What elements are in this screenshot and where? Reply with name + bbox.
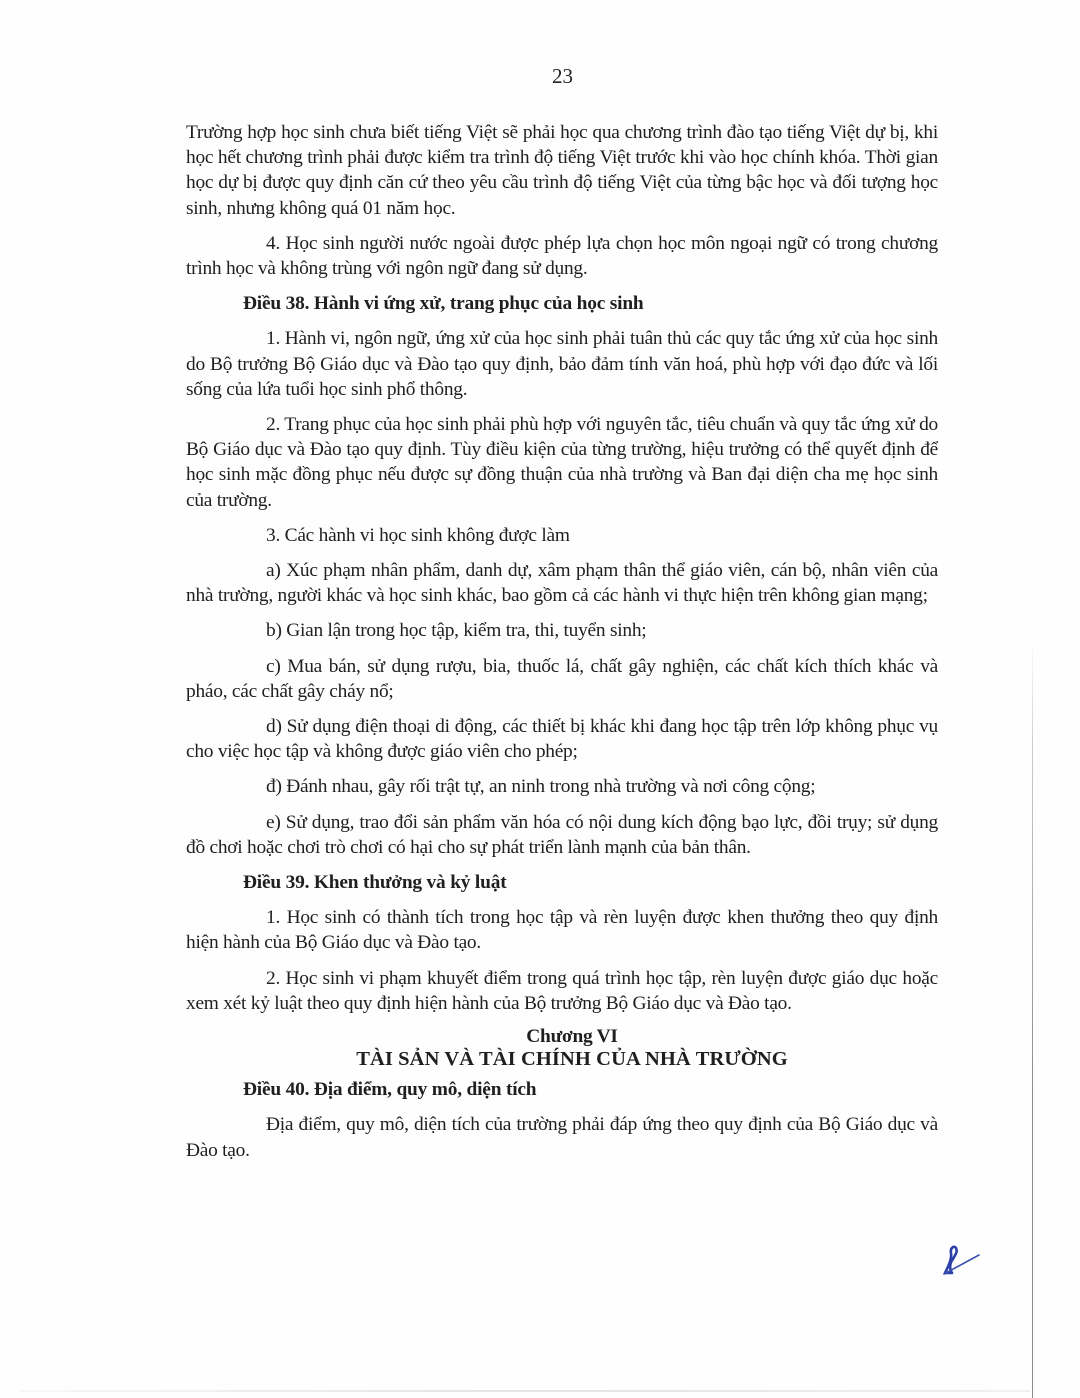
chapter-header bbox=[186, 1026, 938, 1071]
scan-edge-bottom bbox=[20, 1390, 1030, 1392]
paragraph-intro: Trường hợp học sinh chưa biết tiếng Việt sẽ phải học qua chương trình đào tạo tiếng Việt dự bị, khi học hết chương trình phải được kiểm tra trình độ tiếng Việt trước khi vào học chính khóa. Thời gian học dự bị được quy định căn cứ theo yêu cầu trình độ tiếng Việt của từng bậc học và đối tượng học sinh, nhưng không quá 01 năm học. bbox=[186, 122, 938, 219]
article-40-heading: Điều 40. Địa điểm, quy mô, diện tích bbox=[243, 1079, 537, 1101]
article-38-heading: Điều 38. Hành vi ứng xử, trang phục của học sinh bbox=[243, 293, 644, 315]
article-38-item-c: c) Mua bán, sử dụng rượu, bia, thuốc lá, chất gây nghiện, các chất kích thích khác và pháo, các chất gây cháy nổ; bbox=[186, 655, 938, 702]
article-38-clause-3: 3. Các hành vi học sinh không được làm bbox=[266, 524, 570, 546]
article-38-clause-2: 2. Trang phục của học sinh phải phù hợp với nguyên tắc, tiêu chuẩn và quy tắc ứng xử do Bộ Giáo dục và Đào tạo quy định. Tùy điều kiện của từng trường, hiệu trưởng có thể quyết định để học sinh mặc đồng phục nếu được sự đồng thuận của nhà trường và Ban đại diện cha mẹ học sinh của trường. bbox=[186, 414, 938, 511]
paragraph-clause-4: 4. Học sinh người nước ngoài được phép lựa chọn học môn ngoại ngữ có trong chương trình học và không trùng với ngôn ngữ đang sử dụng. bbox=[186, 232, 938, 280]
article-39-heading: Điều 39. Khen thưởng và kỷ luật bbox=[243, 872, 507, 894]
article-39-clause-1: 1. Học sinh có thành tích trong học tập và rèn luyện được khen thưởng theo quy định hiện hành của Bộ Giáo dục và Đào tạo. bbox=[186, 907, 938, 954]
document-body bbox=[186, 120, 938, 1173]
initials-signature-icon bbox=[938, 1243, 982, 1277]
article-38-item-a: a) Xúc phạm nhân phẩm, danh dự, xâm phạm thân thể giáo viên, cán bộ, nhân viên của nhà trường, người khác và học sinh khác, bao gồm cả các hành vi thực hiện trên không gian mạng; bbox=[186, 560, 938, 607]
article-38-item-dd: đ) Đánh nhau, gây rối trật tự, an ninh trong nhà trường và nơi công cộng; bbox=[266, 776, 816, 798]
chapter-label: Chương VI bbox=[526, 1026, 618, 1048]
chapter-title: TÀI SẢN VÀ TÀI CHÍNH CỦA NHÀ TRƯỜNG bbox=[356, 1048, 788, 1071]
article-38-item-b: b) Gian lận trong học tập, kiểm tra, thi, tuyển sinh; bbox=[266, 620, 647, 642]
article-40-clause-1: Địa điểm, quy mô, diện tích của trường phải đáp ứng theo quy định của Bộ Giáo dục và Đào tạo. bbox=[186, 1114, 938, 1161]
article-39-clause-2: 2. Học sinh vi phạm khuyết điểm trong quá trình học tập, rèn luyện được giáo dục hoặc xem xét kỷ luật theo quy định hiện hành của Bộ trưởng Bộ Giáo dục và Đào tạo. bbox=[186, 967, 938, 1014]
article-38-item-d: d) Sử dụng điện thoại di động, các thiết bị khác khi đang học tập trên lớp không phục vụ cho việc học tập và không được giáo viên cho phép; bbox=[186, 716, 938, 763]
article-38-clause-1: 1. Hành vi, ngôn ngữ, ứng xử của học sinh phải tuân thủ các quy tắc ứng xử của học sinh do Bộ trưởng Bộ Giáo dục và Đào tạo quy định, bảo đảm tính văn hoá, phù hợp với đạo đức và lối sống của lứa tuổi học sinh phổ thông. bbox=[186, 328, 938, 400]
page-number: 23 bbox=[552, 64, 573, 88]
article-38-item-e: e) Sử dụng, trao đổi sản phẩm văn hóa có nội dung kích động bạo lực, đồi trụy; sử dụng đồ chơi hoặc chơi trò chơi có hại cho sự phát triển lành mạnh của bản thân. bbox=[186, 811, 938, 858]
scan-edge-line bbox=[1032, 640, 1033, 1398]
